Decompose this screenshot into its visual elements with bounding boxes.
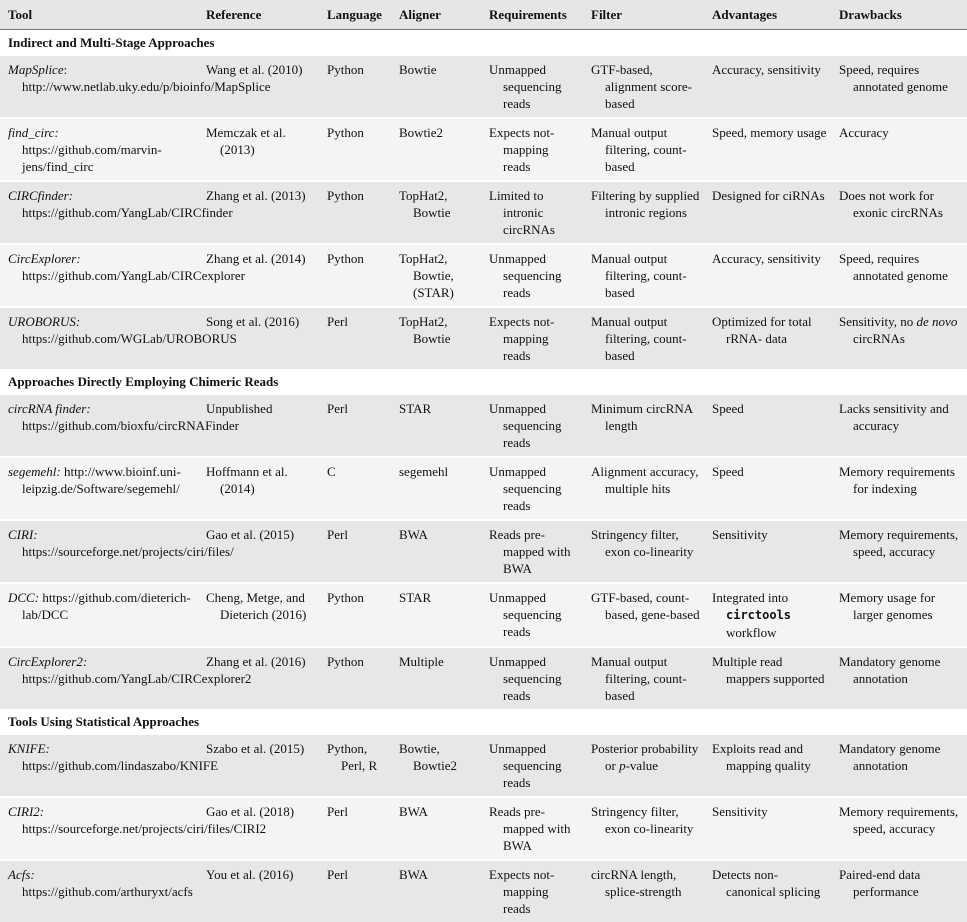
cell-tool <box>0 520 234 583</box>
tool-url: https://github.com/bioxfu/circRNAFinder <box>22 418 240 433</box>
cell-advantages-text: Accuracy, sensitivity <box>712 251 821 266</box>
cell-filter <box>583 244 704 307</box>
cell-filter <box>583 860 704 922</box>
cell-filter <box>583 394 704 457</box>
table-row <box>0 860 967 922</box>
cell-drawbacks <box>831 307 967 369</box>
cell-filter <box>583 55 704 118</box>
cell-aligner-text: Bowtie <box>399 62 437 77</box>
cell-advantages-text: Sensitivity <box>712 527 768 542</box>
cell-aligner-text: Bowtie2 <box>399 125 444 140</box>
cell-requirements <box>481 647 583 709</box>
cell-drawbacks-text: Memory requirements for indexing <box>839 464 955 496</box>
filter-wrap <box>591 740 700 774</box>
cell-aligner-text: STAR <box>399 401 432 416</box>
cell-aligner-text: segemehl <box>399 464 449 479</box>
cell-aligner <box>391 307 481 369</box>
cell-drawbacks-text: Accuracy <box>839 125 889 140</box>
cell-filter-text: Filtering by supplied intronic regions <box>591 188 700 220</box>
cell-advantages-text: Speed, memory usage <box>712 125 827 140</box>
cell-requirements <box>481 307 583 369</box>
cell-language <box>319 118 391 181</box>
table-row <box>0 244 967 307</box>
cell-filter-text: GTF-based, count-based, gene-based <box>591 590 700 622</box>
cell-tool <box>0 583 198 647</box>
tool-name: UROBORUS: <box>8 314 81 329</box>
cell-reference-text: Zhang et al. (2014) <box>206 251 306 266</box>
cell-tool <box>0 647 252 709</box>
cell-drawbacks <box>831 734 967 797</box>
cell-advantages-text: Exploits read and mapping quality <box>712 741 811 773</box>
advantages-pre: Integrated into <box>712 590 789 605</box>
cell-aligner <box>391 457 481 520</box>
cell-advantages-text: Speed <box>712 401 744 416</box>
cell-advantages <box>704 55 831 118</box>
cell-language-text: Perl <box>327 401 348 416</box>
cell-filter <box>583 307 704 369</box>
tool-wrap <box>8 653 252 687</box>
cell-drawbacks <box>831 457 967 520</box>
cell-filter <box>583 734 704 797</box>
tool-wrap <box>8 124 194 175</box>
tool-wrap <box>8 250 245 284</box>
tool-url: : http://www.netlab.uky.edu/p/bioinfo/MapSplice <box>22 62 271 94</box>
header-tool: Tool <box>0 0 198 30</box>
cell-requirements-text: Unmapped sequencing reads <box>489 62 562 111</box>
section-header <box>0 709 967 734</box>
cell-language-text: Python <box>327 62 364 77</box>
section-title: Approaches Directly Employing Chimeric Reads <box>0 369 967 394</box>
cell-drawbacks <box>831 55 967 118</box>
table-row <box>0 583 967 647</box>
section-title: Indirect and Multi-Stage Approaches <box>0 30 967 56</box>
cell-reference-text: Gao et al. (2018) <box>206 804 295 819</box>
table-row <box>0 181 967 244</box>
cell-advantages <box>704 583 831 647</box>
header-row <box>0 0 967 30</box>
tool-name: KNIFE: <box>8 741 50 756</box>
header-requirements: Requirements <box>481 0 583 30</box>
tool-name: CircExplorer2: <box>8 654 88 669</box>
cell-reference-text: Szabo et al. (2015) <box>206 741 305 756</box>
table-row <box>0 118 967 181</box>
cell-requirements <box>481 394 583 457</box>
cell-tool <box>0 860 198 922</box>
cell-drawbacks <box>831 520 967 583</box>
drawbacks-wrap <box>839 313 963 347</box>
tool-wrap <box>8 526 234 560</box>
cell-aligner-text: TopHat2, Bowtie <box>399 314 451 346</box>
cell-aligner-text: TopHat2, Bowtie <box>399 188 451 220</box>
cell-filter-text: Manual output filtering, count-based <box>591 251 687 300</box>
cell-filter-text: Stringency filter, exon co-linearity <box>591 527 694 559</box>
cell-filter-text: Manual output filtering, count-based <box>591 125 687 174</box>
tool-url: https://github.com/YangLab/CIRCfinder <box>22 205 233 220</box>
table-row <box>0 394 967 457</box>
cell-filter-text: Manual output filtering, count-based <box>591 314 687 363</box>
cell-filter-text: Stringency filter, exon co-linearity <box>591 804 694 836</box>
cell-requirements <box>481 520 583 583</box>
tool-url: https://github.com/marvin-jens/find_circ <box>22 142 162 174</box>
cell-aligner-text: BWA <box>399 867 428 882</box>
cell-drawbacks <box>831 797 967 860</box>
cell-requirements-text: Unmapped sequencing reads <box>489 401 562 450</box>
cell-drawbacks-text: Lacks sensitivity and accuracy <box>839 401 949 433</box>
cell-tool <box>0 118 198 181</box>
cell-language-text: Python, Perl, R <box>327 741 378 773</box>
tool-wrap <box>8 866 194 900</box>
tool-url: https://github.com/YangLab/CIRCexplorer <box>22 268 245 283</box>
cell-requirements-text: Reads pre-mapped with BWA <box>489 527 571 576</box>
cell-aligner <box>391 181 481 244</box>
cell-drawbacks <box>831 118 967 181</box>
cell-requirements <box>481 118 583 181</box>
cell-drawbacks-text: Memory usage for larger genomes <box>839 590 936 622</box>
cell-requirements-text: Expects not-mapping reads <box>489 314 555 363</box>
cell-advantages <box>704 394 831 457</box>
cell-filter-text: GTF-based, alignment score-based <box>591 62 692 111</box>
tool-name: circRNA finder: <box>8 401 91 416</box>
header-language: Language <box>319 0 391 30</box>
section-title: Tools Using Statistical Approaches <box>0 709 967 734</box>
table-row <box>0 457 967 520</box>
tool-url: https://github.com/WGLab/UROBORUS <box>22 331 237 346</box>
cell-aligner <box>391 647 481 709</box>
cell-tool <box>0 307 237 369</box>
cell-reference-text: Cheng, Metge, and Dieterich (2016) <box>206 590 307 622</box>
filter-pre: Posterior probability or <box>591 741 699 773</box>
cell-drawbacks-text: Paired-end data performance <box>839 867 921 899</box>
cell-language-text: Python <box>327 590 364 605</box>
table-row <box>0 734 967 797</box>
cell-filter <box>583 583 704 647</box>
cell-reference-text: Hoffmann et al. (2014) <box>206 464 288 496</box>
cell-advantages <box>704 860 831 922</box>
cell-requirements-text: Unmapped sequencing reads <box>489 464 562 513</box>
cell-advantages <box>704 520 831 583</box>
cell-advantages <box>704 647 831 709</box>
cell-aligner <box>391 394 481 457</box>
cell-tool <box>0 457 198 520</box>
cell-advantages-text: Speed <box>712 464 744 479</box>
cell-tool <box>0 181 233 244</box>
cell-aligner <box>391 55 481 118</box>
cell-language <box>319 860 391 922</box>
cell-language <box>319 647 391 709</box>
cell-advantages-text: Sensitivity <box>712 804 768 819</box>
tool-wrap <box>8 187 233 221</box>
cell-language <box>319 457 391 520</box>
cell-filter <box>583 118 704 181</box>
cell-drawbacks <box>831 181 967 244</box>
cell-requirements-text: Limited to intronic circRNAs <box>489 188 555 237</box>
cell-language-text: C <box>327 464 336 479</box>
tool-name: CIRI: <box>8 527 38 542</box>
cell-reference <box>198 118 319 181</box>
cell-aligner <box>391 244 481 307</box>
cell-language <box>319 55 391 118</box>
cell-advantages-text: Accuracy, sensitivity <box>712 62 821 77</box>
cell-drawbacks-text: Speed, requires annotated genome <box>839 62 948 94</box>
cell-language <box>319 307 391 369</box>
cell-advantages <box>704 797 831 860</box>
section-header <box>0 30 967 56</box>
cell-requirements-text: Unmapped sequencing reads <box>489 741 562 790</box>
cell-language <box>319 181 391 244</box>
cell-requirements <box>481 181 583 244</box>
cell-drawbacks-text: Mandatory genome annotation <box>839 741 941 773</box>
cell-aligner-text: STAR <box>399 590 432 605</box>
drawbacks-italic: de novo <box>916 314 958 329</box>
cell-aligner-text: Bowtie, Bowtie2 <box>399 741 458 773</box>
cell-reference-text: Memczak et al. (2013) <box>206 125 286 157</box>
cell-aligner <box>391 860 481 922</box>
cell-filter-text: Minimum circRNA length <box>591 401 693 433</box>
cell-aligner <box>391 797 481 860</box>
cell-requirements <box>481 734 583 797</box>
cell-reference-text: Zhang et al. (2016) <box>206 654 306 669</box>
tool-wrap <box>8 313 237 347</box>
cell-drawbacks <box>831 583 967 647</box>
cell-requirements <box>481 244 583 307</box>
cell-reference <box>198 860 319 922</box>
tool-name: CIRI2: <box>8 804 45 819</box>
cell-requirements-text: Unmapped sequencing reads <box>489 251 562 300</box>
cell-advantages-text: Designed for ciRNAs <box>712 188 825 203</box>
cell-drawbacks-text: Mandatory genome annotation <box>839 654 941 686</box>
cell-aligner-text: Multiple <box>399 654 444 669</box>
tool-name: CircExplorer: <box>8 251 81 266</box>
advantages-wrap <box>712 589 827 641</box>
header-reference: Reference <box>198 0 319 30</box>
filter-italic: p <box>619 758 626 773</box>
cell-language <box>319 797 391 860</box>
header-advantages: Advantages <box>704 0 831 30</box>
cell-reference-text: Gao et al. (2015) <box>206 527 295 542</box>
cell-drawbacks-text: Memory requirements, speed, accuracy <box>839 527 959 559</box>
table-row <box>0 797 967 860</box>
cell-advantages-text: Optimized for total rRNA- data <box>712 314 812 346</box>
cell-language <box>319 583 391 647</box>
cell-advantages <box>704 181 831 244</box>
cell-drawbacks-text: Speed, requires annotated genome <box>839 251 948 283</box>
cell-language-text: Python <box>327 188 364 203</box>
tool-wrap <box>8 740 219 774</box>
cell-tool <box>0 244 245 307</box>
cell-reference <box>198 457 319 520</box>
tool-url: https://sourceforge.net/projects/ciri/files/CIRI2 <box>22 821 267 836</box>
tool-name: CIRCfinder: <box>8 188 73 203</box>
cell-aligner <box>391 520 481 583</box>
cell-aligner-text: TopHat2, Bowtie, (STAR) <box>399 251 454 300</box>
drawbacks-pre: Sensitivity, no <box>839 314 917 329</box>
cell-reference-text: Song et al. (2016) <box>206 314 300 329</box>
cell-drawbacks-text: Memory requirements, speed, accuracy <box>839 804 959 836</box>
cell-aligner-text: BWA <box>399 527 428 542</box>
cell-requirements <box>481 860 583 922</box>
tool-url: https://github.com/dieterich-lab/DCC <box>22 590 191 622</box>
tool-url: https://github.com/lindaszabo/KNIFE <box>22 758 219 773</box>
header-drawbacks: Drawbacks <box>831 0 967 30</box>
cell-advantages <box>704 734 831 797</box>
cell-advantages <box>704 307 831 369</box>
cell-language <box>319 244 391 307</box>
cell-language <box>319 734 391 797</box>
cell-aligner <box>391 583 481 647</box>
cell-requirements <box>481 797 583 860</box>
cell-aligner <box>391 734 481 797</box>
cell-advantages <box>704 457 831 520</box>
cell-requirements-text: Reads pre-mapped with BWA <box>489 804 571 853</box>
cell-drawbacks <box>831 647 967 709</box>
cell-language-text: Perl <box>327 804 348 819</box>
tool-name: MapSplice <box>8 62 64 77</box>
tool-name: segemehl: <box>8 464 61 479</box>
table-row <box>0 307 967 369</box>
cell-filter-text: Alignment accuracy, multiple hits <box>591 464 699 496</box>
table-row <box>0 520 967 583</box>
cell-drawbacks <box>831 244 967 307</box>
cell-aligner <box>391 118 481 181</box>
cell-filter-text: circRNA length, splice-strength <box>591 867 682 899</box>
cell-drawbacks-text: Does not work for exonic circRNAs <box>839 188 943 220</box>
cell-reference <box>198 583 319 647</box>
cell-requirements-text: Unmapped sequencing reads <box>489 654 562 703</box>
cell-filter <box>583 647 704 709</box>
cell-drawbacks <box>831 394 967 457</box>
table-row <box>0 647 967 709</box>
cell-filter <box>583 457 704 520</box>
cell-filter <box>583 181 704 244</box>
cell-language <box>319 520 391 583</box>
cell-filter-text: Manual output filtering, count-based <box>591 654 687 703</box>
cell-language-text: Python <box>327 251 364 266</box>
cell-reference-text: You et al. (2016) <box>206 867 294 882</box>
cell-requirements <box>481 583 583 647</box>
cell-requirements <box>481 457 583 520</box>
cell-language-text: Python <box>327 654 364 669</box>
tool-wrap <box>8 589 194 623</box>
cell-advantages-text: Multiple read mappers supported <box>712 654 825 686</box>
drawbacks-post: circRNAs <box>853 331 905 346</box>
cell-requirements-text: Unmapped sequencing reads <box>489 590 562 639</box>
tool-url: https://github.com/YangLab/CIRCexplorer2 <box>22 671 252 686</box>
tool-name: Acfs: <box>8 867 35 882</box>
cell-language-text: Python <box>327 125 364 140</box>
tool-url: https://github.com/arthuryxt/acfs <box>22 884 193 899</box>
cell-requirements <box>481 55 583 118</box>
cell-drawbacks <box>831 860 967 922</box>
cell-reference-text: Unpublished <box>206 401 273 416</box>
cell-language-text: Perl <box>327 314 348 329</box>
tool-name: DCC: <box>8 590 40 605</box>
advantages-post: workflow <box>726 625 777 640</box>
header-filter: Filter <box>583 0 704 30</box>
cell-advantages <box>704 244 831 307</box>
cell-language-text: Perl <box>327 527 348 542</box>
cell-advantages <box>704 118 831 181</box>
tool-url: https://sourceforge.net/projects/ciri/files/ <box>22 544 234 559</box>
advantages-mono: circtools <box>726 608 792 622</box>
filter-post: -value <box>625 758 659 773</box>
section-header <box>0 369 967 394</box>
cell-filter <box>583 797 704 860</box>
cell-filter <box>583 520 704 583</box>
cell-tool <box>0 734 219 797</box>
tool-wrap <box>8 463 194 497</box>
cell-language-text: Perl <box>327 867 348 882</box>
tool-name: find_circ: <box>8 125 59 140</box>
cell-advantages-text: Detects non-canonical splicing <box>712 867 821 899</box>
cell-requirements-text: Expects not-mapping reads <box>489 125 555 174</box>
header-aligner: Aligner <box>391 0 481 30</box>
cell-aligner-text: BWA <box>399 804 428 819</box>
cell-requirements-text: Expects not-mapping reads <box>489 867 555 916</box>
cell-reference-text: Wang et al. (2010) <box>206 62 303 77</box>
cell-reference-text: Zhang et al. (2013) <box>206 188 306 203</box>
tool-url: http://www.bioinf.uni-leipzig.de/Software/segemehl/ <box>22 464 181 496</box>
cell-language <box>319 394 391 457</box>
table-row <box>0 55 967 118</box>
